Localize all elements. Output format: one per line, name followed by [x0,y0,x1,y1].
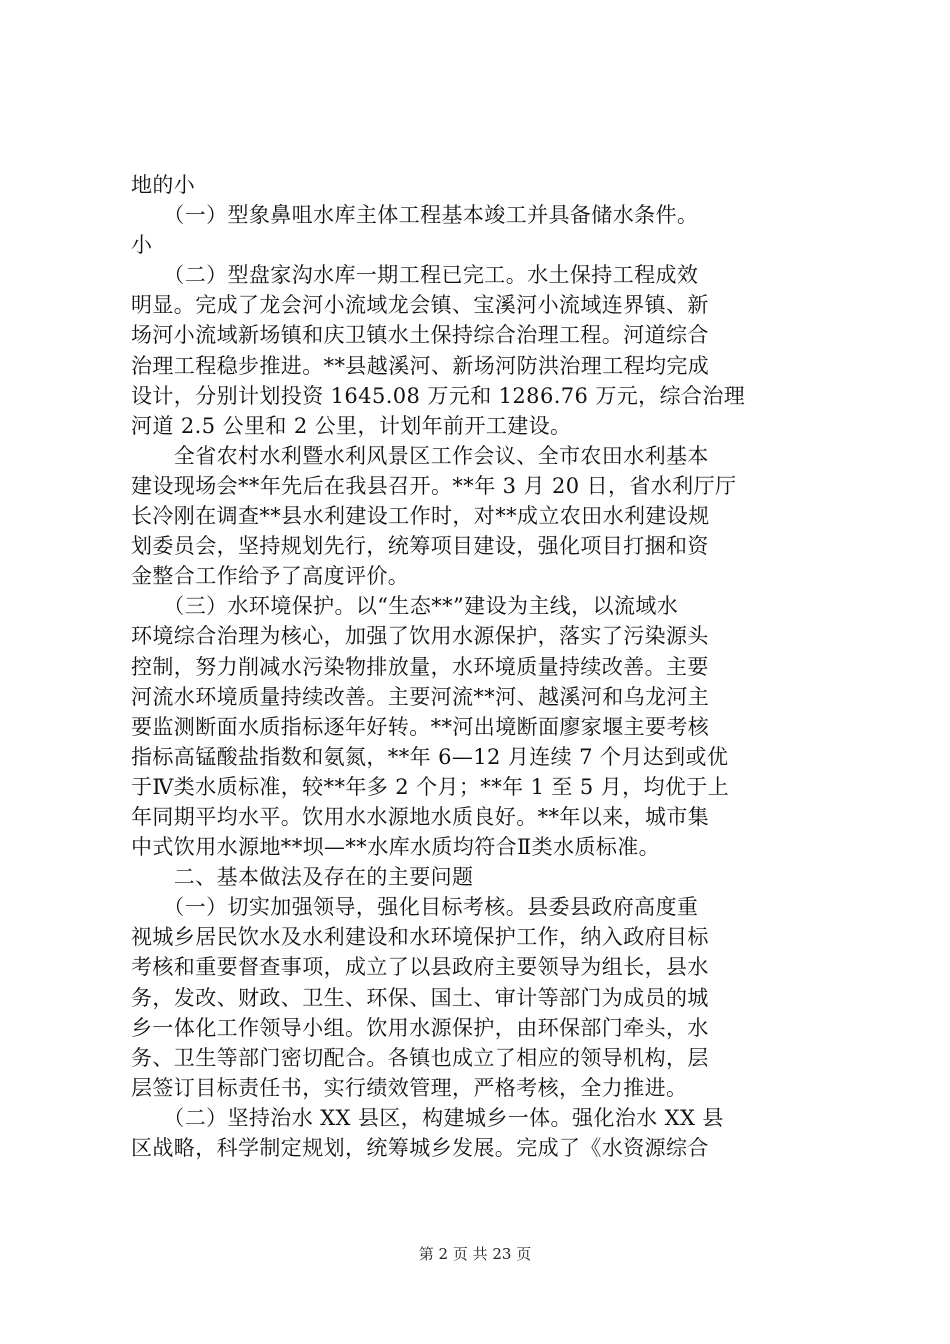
text-line: 全省农村水利暨水利风景区工作会议、全市农田水利基本 [131,443,709,468]
text-line: 指标高锰酸盐指数和氨氮，**年 6—12 月连续 7 个月达到或优 [131,744,729,769]
text-line: 治理工程稳步推进。**县越溪河、新场河防洪治理工程均完成 [131,353,710,378]
text-line: 河流水环境质量持续改善。主要河流**河、越溪河和乌龙河主 [131,684,710,709]
text-line: （二）坚持治水 XX 县区，构建城乡一体。强化治水 XX 县 [131,1105,724,1130]
text-line: 务、卫生等部门密切配合。各镇也成立了相应的领导机构，层 [131,1045,709,1070]
text-line: 明显。完成了龙会河小流域龙会镇、宝溪河小流域连界镇、新 [131,293,709,318]
text-line: 环境综合治理为核心，加强了饮用水源保护，落实了污染源头 [131,624,709,649]
text-line: （三）水环境保护。以“生态**”建设为主线，以流域水 [131,594,679,619]
text-line: 划委员会，坚持规划先行，统筹项目建设，强化项目打捆和资 [131,534,709,559]
text-line: 小 [131,233,153,258]
text-line: （一）型象鼻咀水库主体工程基本竣工并具备储水条件。 [131,203,699,228]
text-line: 场河小流域新场镇和庆卫镇水土保持综合治理工程。河道综合 [131,323,709,348]
text-line: 考核和重要督查事项，成立了以县政府主要领导为组长，县水 [131,955,709,980]
text-line: （二）型盘家沟水库一期工程已完工。水土保持工程成效 [131,263,699,288]
text-line: 中式饮用水源地**坝—**水库水质均符合Ⅱ类水质标准。 [131,835,661,860]
text-line: 乡一体化工作领导小组。饮用水源保护，由环保部门牵头，水 [131,1015,709,1040]
text-line: 区战略，科学制定规划，统筹城乡发展。完成了《水资源综合 [131,1136,709,1160]
text-line: 视城乡居民饮水及水利建设和水环境保护工作，纳入政府目标 [131,925,709,950]
text-line: 控制，努力削减水污染物排放量，水环境质量持续改善。主要 [131,654,709,679]
text-line: 务，发改、财政、卫生、环保、国土、审计等部门为成员的城 [131,985,709,1010]
text-line: （一）切实加强领导，强化目标考核。县委县政府高度重 [131,895,699,920]
text-line: 设计，分别计划投资 1645.08 万元和 1286.76 万元，综合治理 [131,383,746,408]
text-line: 于Ⅳ类水质标准，较**年多 2 个月；**年 1 至 5 月，均优于上 [131,774,730,799]
text-line: 层签订目标责任书，实行绩效管理，严格考核，全力推进。 [131,1075,688,1100]
text-line: 年同期平均水平。饮用水水源地水质良好。**年以来，城市集 [131,804,710,829]
text-line: 建设现场会**年先后在我县召开。**年 3 月 20 日，省水利厅厅 [131,473,737,498]
text-line: 河道 2.5 公里和 2 公里，计划年前开工建设。 [131,413,572,438]
section-heading: 二、基本做法及存在的主要问题 [131,865,474,890]
page-number-footer: 第 2 页 共 23 页 [418,1245,532,1263]
text-line: 长冷刚在调查**县水利建设工作时，对**成立农田水利建设规 [131,504,710,529]
text-line: 金整合工作给予了高度评价。 [131,564,410,589]
text-line: 地的小 [131,173,196,197]
text-line: 要监测断面水质指标逐年好转。**河出境断面廖家堰主要考核 [131,714,710,739]
document-body [131,170,831,1163]
